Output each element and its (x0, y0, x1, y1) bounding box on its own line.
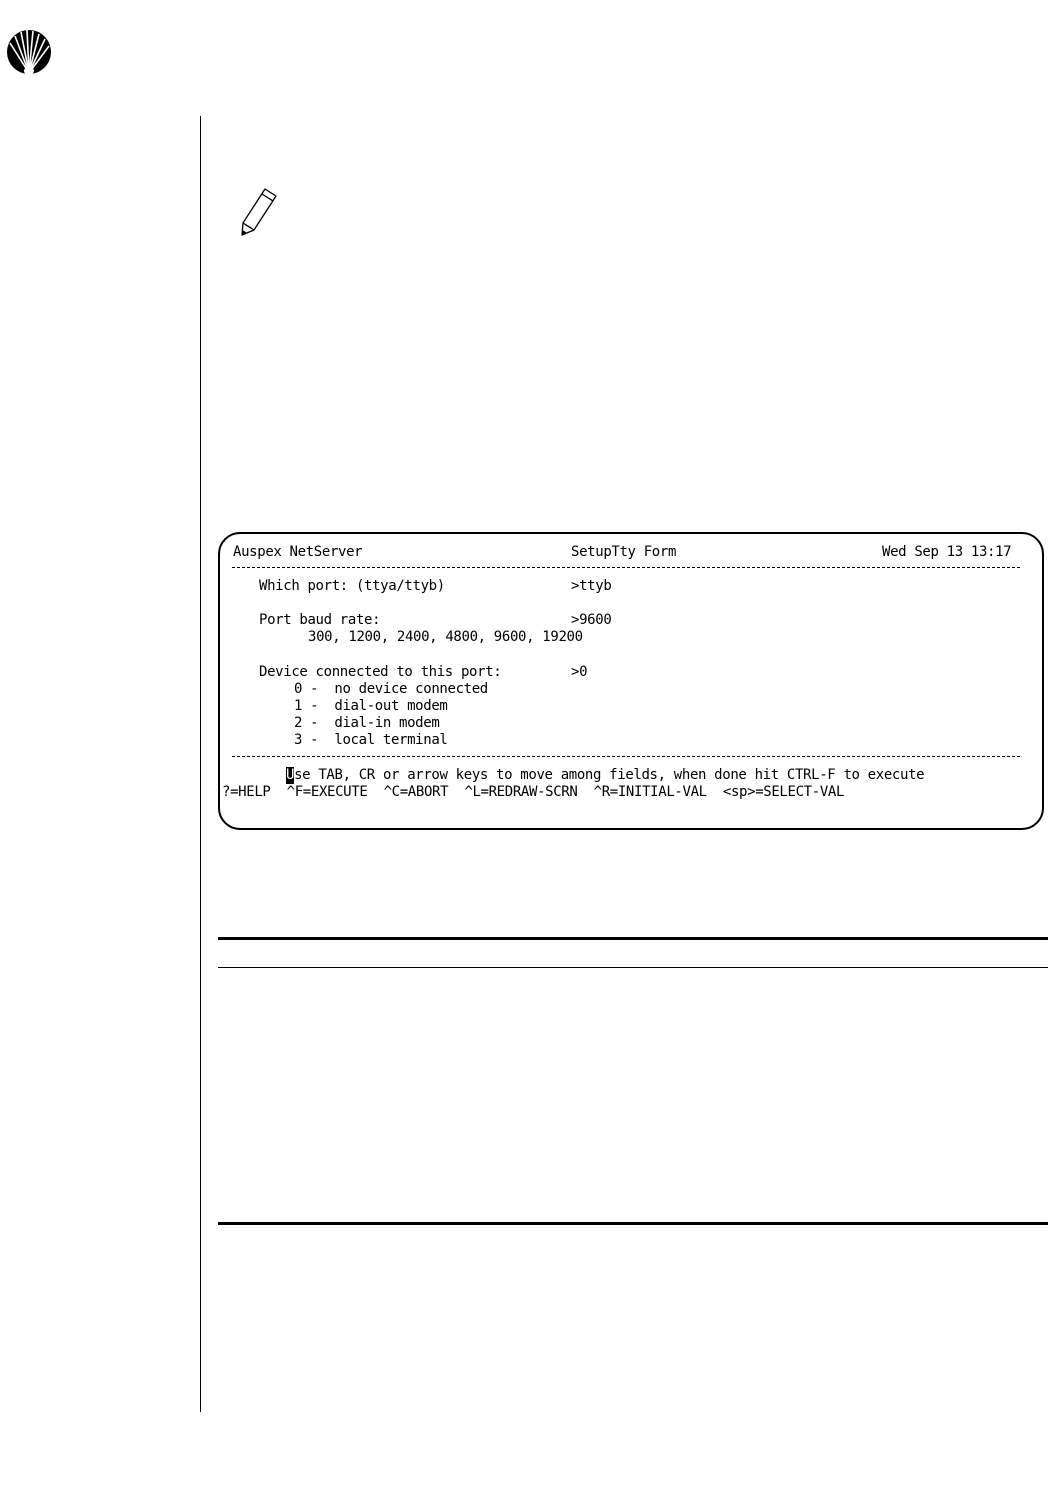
terminal-key-help: ?=HELP ^F=EXECUTE ^C=ABORT ^L=REDRAW-SCRN ^R=INITIAL-VAL <sp>=SELECT-VAL (222, 784, 845, 800)
section-rule-bottom (218, 1222, 1048, 1225)
terminal-datetime: Wed Sep 13 13:17 (882, 544, 1012, 560)
margin-rule (200, 116, 201, 1412)
field-value-port[interactable]: >ttyb (571, 578, 612, 594)
terminal-instruction (286, 767, 924, 784)
terminal-divider-bottom (232, 756, 1020, 757)
device-option-2: 2 - dial-in modem (294, 715, 440, 731)
section-rule-thick (218, 937, 1048, 940)
device-option-3: 3 - local terminal (294, 732, 448, 748)
field-label-baud: Port baud rate: (259, 612, 381, 628)
terminal-form-name: SetupTty Form (571, 544, 677, 560)
field-value-device[interactable]: >0 (571, 664, 588, 680)
section-rule-thin (218, 967, 1048, 968)
device-option-0: 0 - no device connected (294, 681, 488, 697)
terminal-app-name: Auspex NetServer (233, 544, 363, 560)
field-label-port: Which port: (ttya/ttyb) (259, 578, 445, 594)
field-value-baud[interactable]: >9600 (571, 612, 612, 628)
device-option-1: 1 - dial-out modem (294, 698, 448, 714)
auspex-logo-icon (6, 29, 52, 75)
pencil-note-icon (239, 186, 281, 238)
terminal-divider-top (232, 567, 1020, 568)
text-cursor: U (286, 767, 295, 783)
field-options-baud: 300, 1200, 2400, 4800, 9600, 19200 (308, 629, 583, 645)
field-label-device: Device connected to this port: (259, 664, 502, 680)
terminal-screen (218, 532, 1044, 830)
instruction-text: se TAB, CR or arrow keys to move among fields, when done hit CTRL-F to execute (294, 767, 925, 783)
